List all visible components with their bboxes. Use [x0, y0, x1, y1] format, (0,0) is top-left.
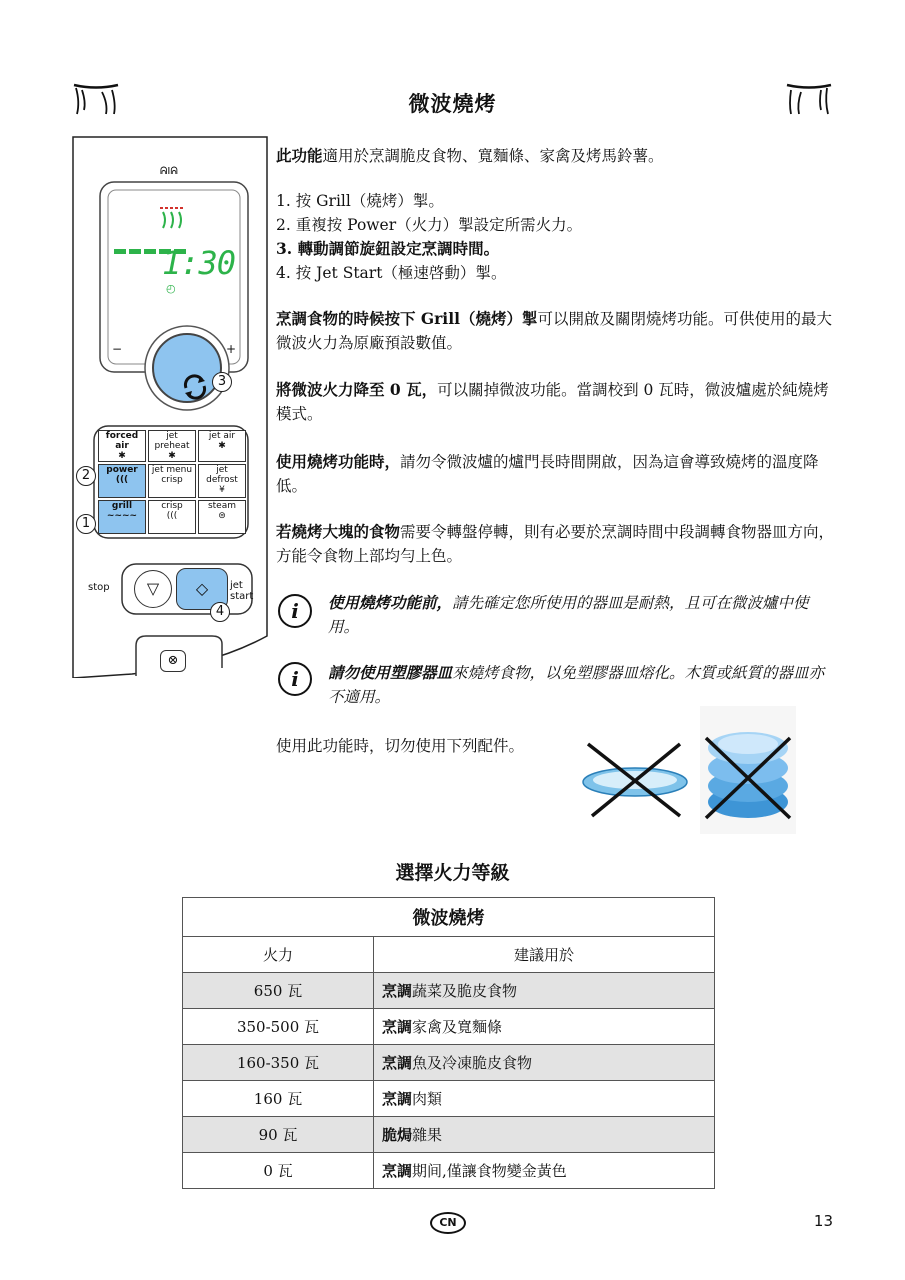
table-caption: 微波燒烤 — [183, 898, 715, 937]
no-plate-icon — [580, 740, 690, 824]
table-row: 0 瓦 烹調期间,僅讓食物變金黃色 — [183, 1153, 715, 1189]
jet-defrost-button[interactable]: jet defrost ¥ — [198, 464, 246, 498]
para-4: 若燒烤大塊的食物需要令轉盤停轉，則有必要於烹調時間中段調轉食物器皿方向，方能令食物上部均勻上色。 — [276, 522, 835, 565]
jet-menu-crisp-button[interactable]: jet menu crisp — [148, 464, 196, 498]
jet-preheat-button[interactable]: jet preheat ✱ — [148, 430, 196, 462]
grill-indicator-icon — [158, 206, 186, 234]
stop-button[interactable]: ▽ — [134, 570, 172, 608]
brand-logo: ᕱIᕱ — [160, 166, 178, 177]
callout-4: 4 — [210, 602, 230, 622]
info-icon: i — [278, 594, 312, 628]
stop-label: stop — [88, 582, 110, 593]
info-icon: i — [278, 662, 312, 696]
note-1: 使用燒烤功能前，請先確定您所使用的器皿是耐熱，且可在微波爐中使用。 — [328, 593, 809, 636]
door-open-button[interactable]: ⊗ — [160, 650, 186, 672]
step-3: 3. 轉動調節旋鈕設定烹調時間。 — [276, 239, 500, 258]
col-header-power: 火力 — [183, 937, 374, 973]
no-stacked-rack-icon — [700, 706, 796, 838]
rotate-knob-icon[interactable] — [180, 374, 210, 404]
grill-button[interactable]: grill ~~~~ — [98, 500, 146, 534]
callout-2: 2 — [76, 466, 96, 486]
page-title: 微波燒烤 — [408, 92, 497, 116]
para-3: 使用燒烤功能時，請勿令微波爐的爐門長時間開啟，因為這會導致燒烤的溫度降低。 — [276, 452, 819, 495]
forced-air-button[interactable]: forced air ✱ — [98, 430, 146, 462]
accessories-text: 使用此功能時，切勿使用下列配件。 — [276, 737, 525, 755]
table-row: 90 瓦 脆焗雜果 — [183, 1117, 715, 1153]
table-row: 160 瓦 烹調肉類 — [183, 1081, 715, 1117]
callout-1: 1 — [76, 514, 96, 534]
note-2: 請勿使用塑膠器皿來燒烤食物，以免塑膠器皿熔化。木質或紙質的器皿亦不適用。 — [328, 663, 825, 706]
col-header-use: 建議用於 — [374, 937, 715, 973]
step-1: 1. 按 Grill（燒烤）掣。 — [276, 192, 444, 210]
table-header-row — [183, 937, 715, 973]
steps-list — [276, 189, 836, 285]
intro-text: 此功能適用於烹調脆皮食物、寬麵條、家禽及烤馬鈴薯。 — [276, 146, 664, 165]
jet-start-button[interactable]: ◇ — [176, 568, 228, 610]
table-row: 650 瓦 烹調蔬菜及脆皮食物 — [183, 973, 715, 1009]
table-row: 350-500 瓦 烹調家禽及寬麵條 — [183, 1009, 715, 1045]
display-time: 1:30 — [162, 244, 236, 282]
control-panel — [72, 136, 268, 678]
para-1: 烹調食物的時候按下 Grill（燒烤）掣可以開啟及關閉燒烤功能。可供使用的最大微波火力為原廠預設數值。 — [276, 309, 832, 352]
table-row: 160-350 瓦 烹調魚及冷凍脆皮食物 — [183, 1045, 715, 1081]
page-number: 13 — [813, 1212, 833, 1230]
power-button[interactable]: power ((( — [98, 464, 146, 498]
step-2: 2. 重複按 Power（火力）掣設定所需火力。 — [276, 216, 583, 234]
jet-air-button[interactable]: jet air ✱ — [198, 430, 246, 462]
timer-icon: ◴ — [166, 282, 176, 295]
plus-label: + — [226, 342, 237, 356]
power-section-title: 選擇火力等級 — [395, 862, 510, 884]
step-4: 4. 按 Jet Start（極速啓動）掣。 — [276, 264, 507, 282]
minus-label: − — [112, 342, 123, 356]
power-table — [182, 897, 715, 1189]
para-2: 將微波火力降至 0 瓦，可以關掉微波功能。當調校到 0 瓦時，微波爐處於純燒烤模式。 — [276, 380, 829, 423]
jet-start-label: jet start — [230, 580, 254, 602]
crisp-button[interactable]: crisp ((( — [148, 500, 196, 534]
steam-button[interactable]: steam ⊜ — [198, 500, 246, 534]
callout-3: 3 — [212, 372, 232, 392]
language-badge: CN — [430, 1212, 466, 1234]
